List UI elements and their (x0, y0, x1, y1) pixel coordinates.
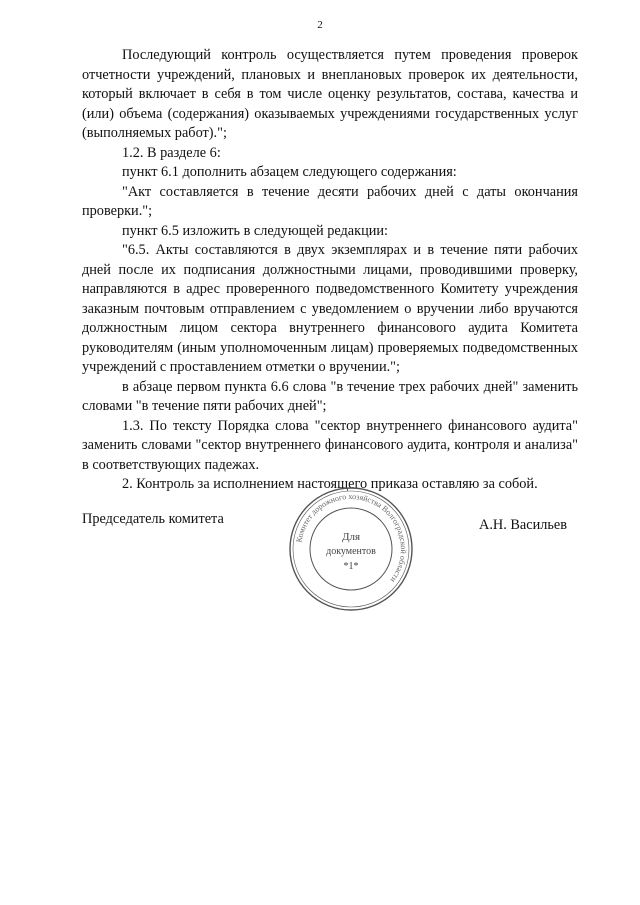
seal-line-3: *1* (343, 561, 359, 572)
signature-name: А.Н. Васильев (479, 517, 568, 533)
paragraph: "6.5. Акты составляются в двух экземплярах и в течение пяти рабочих дней после их подписания должностными лицами, проводившими проверку, направляются в адрес проверенного подведомственного Комитету учреждения заказным почтовым отправлением с уведомлением о вручении либо вручаются должностным лицом сектора внутреннего финансового аудита Комитета руководителям (иным уполномоченным лицам) проверяемых подведомственных учреждений с проставлением отметки о вручении."; (82, 242, 578, 375)
page-number: 2 (317, 19, 323, 31)
paragraph: пункт 6.1 дополнить абзацем следующего содержания: (122, 164, 457, 180)
seal-line-1: Для (341, 531, 361, 543)
official-seal (288, 486, 414, 612)
paragraph: 1.2. В разделе 6: (122, 144, 221, 161)
paragraph: 1.3. По тексту Порядка слова "сектор внутреннего финансового аудита" заменить словами "сектор внутреннего финансового аудита, контроля и анализа" в соответствующих падежах. (82, 417, 578, 473)
paragraph: "Акт составляется в течение десяти рабочих дней с даты окончания проверки."; (82, 183, 578, 219)
paragraph: в абзаце первом пункта 6.6 слова "в течение трех рабочих дней" заменить словами "в течение пяти рабочих дней"; (82, 378, 578, 414)
signature-position: Председатель комитета (82, 511, 224, 527)
seal-ring-text: Комитет дорожного хозяйства Волгоградской области (294, 491, 409, 585)
paragraph: пункт 6.5 изложить в следующей редакции: (122, 222, 389, 239)
paragraph: Последующий контроль осуществляется путем проведения проверок отчетности учреждений, плановых и внеплановых проверок их деятельности, который включает в себя в том числе оценку результатов, состава, качества и (или) объема (содержания) оказываемых учреждениями государственных услуг (выполняемых работ)."; (82, 47, 578, 141)
seal-line-2: документов (326, 546, 376, 557)
document-body (82, 46, 578, 495)
paragraph: 2. Контроль за исполнением настоящего приказа оставляю за собой. (122, 476, 538, 492)
